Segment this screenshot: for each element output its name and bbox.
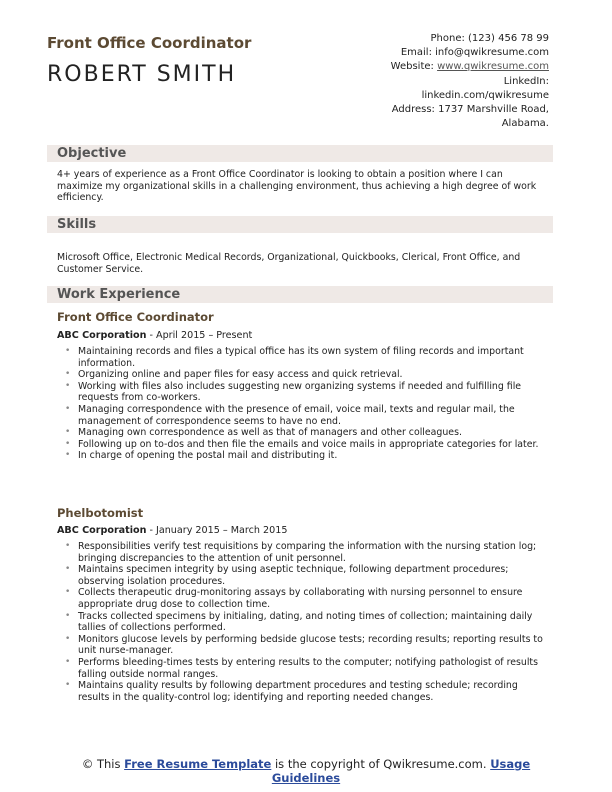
- list-item: • Maintains specimen integrity by using aseptic technique, following department procedures; observing isolation procedures.: [65, 564, 509, 587]
- bullet-icon: •: [65, 656, 71, 667]
- bullet-icon: •: [65, 680, 71, 691]
- list-item: • Organizing online and paper files for easy access and quick retrieval.: [65, 369, 403, 381]
- website-label: Website:: [390, 61, 438, 73]
- list-item: • Responsibilities verify test requisitions by comparing the information with the nursing station log; bringing discrepancies to the attention of unit personnel.: [65, 541, 537, 564]
- job-2-company: ABC Corporation: [57, 525, 147, 536]
- bullet-icon: •: [65, 610, 71, 621]
- website-line: [309, 60, 549, 74]
- list-item: • Performs bleeding-times tests by entering results to the computer; notifying pathologist of results falling outside normal ranges.: [65, 656, 538, 680]
- bullet-icon: •: [65, 450, 71, 461]
- bullet-icon: •: [65, 427, 71, 438]
- job-1-bullets: [57, 346, 549, 462]
- usage-guidelines-link[interactable]: Usage Guidelines: [271, 757, 531, 785]
- free-resume-template-link[interactable]: Free Resume Template: [124, 757, 272, 771]
- linkedin-label: LinkedIn:: [503, 75, 549, 87]
- footer-middle: is the copyright of Qwikresume.com.: [271, 757, 491, 771]
- work-heading: Work Experience: [57, 287, 181, 302]
- list-item: • Maintains quality results by following department procedures and testing schedule; recording results in the quality-control log; identifying and reporting needed changes.: [65, 680, 518, 703]
- job-1-company-line: [57, 330, 252, 341]
- job-2-dates: - January 2015 – March 2015: [146, 525, 288, 536]
- list-item: • Managing correspondence with the presence of email, voice mail, texts and regular mail, the management of correspondence seems to have no end.: [65, 403, 515, 427]
- job-1-company: ABC Corporation: [57, 330, 147, 341]
- bullet-icon: •: [65, 403, 71, 414]
- list-item: • Collects therapeutic drug-monitoring assays by collaborating with nursing personnel to ensure appropriate drug dose to collection time.: [65, 587, 523, 610]
- email-line: Email: info@qwikresume.com: [400, 47, 549, 59]
- skills-heading: Skills: [57, 217, 97, 232]
- list-item: • Tracks collected specimens by initialing, dating, and noting times of collection; maintaining daily tallies of collections performed.: [65, 610, 533, 634]
- job-2-company-line: [57, 525, 287, 536]
- address-line-2: Alabama.: [501, 118, 549, 130]
- linkedin-value: linkedin.com/qwikresume: [421, 89, 549, 101]
- bullet-icon: •: [65, 633, 71, 644]
- bullet-icon: •: [65, 369, 71, 380]
- bullet-icon: •: [65, 380, 71, 391]
- bullet-icon: •: [65, 438, 71, 449]
- job-2-title: Phelbotomist: [57, 506, 144, 520]
- copyright-footer: [0, 757, 612, 785]
- list-item: • Monitors glucose levels by performing bedside glucose tests; recording results; reporting results to unit nurse-manager.: [65, 633, 543, 657]
- contact-block: [309, 32, 549, 131]
- job-1-title: Front Office Coordinator: [57, 310, 214, 324]
- job-title: Front Office Coordinator: [47, 34, 252, 52]
- resume-header: [0, 0, 612, 140]
- address-line-1: Address: 1737 Marshville Road,: [391, 104, 549, 116]
- job-1-dates: - April 2015 – Present: [146, 330, 253, 341]
- website-link[interactable]: www.qwikresume.com: [437, 61, 549, 73]
- list-item: • Following up on to-dos and then file the emails and voice mails in appropriate categories for later.: [65, 438, 539, 450]
- bullet-icon: •: [65, 587, 71, 598]
- work-section-bar: [47, 286, 553, 303]
- list-item: • Maintaining records and files a typical office has its own system of filing records and important information.: [65, 346, 524, 369]
- bullet-icon: •: [65, 564, 71, 575]
- phone-line: Phone: (123) 456 78 99: [430, 33, 549, 44]
- footer-prefix: © This: [81, 757, 125, 771]
- objective-section-bar: [47, 145, 553, 162]
- bullet-icon: •: [65, 346, 71, 356]
- objective-text: 4+ years of experience as a Front Office Coordinator is looking to obtain a position where I can maximize my organizational skills in a challenging environment, thus achieving a high degree of work efficiency.: [57, 169, 537, 204]
- bullet-icon: •: [65, 541, 71, 551]
- list-item: • Managing own correspondence as well as that of managers and other colleagues.: [65, 427, 462, 439]
- list-item: • In charge of opening the postal mail and distributing it.: [65, 450, 338, 462]
- skills-section-bar: [47, 216, 553, 233]
- list-item: • Working with files also includes suggesting new organizing systems if needed and fulfilling file requests from co-workers.: [65, 380, 522, 404]
- candidate-name: ROBERT SMITH: [47, 62, 237, 87]
- skills-text: Microsoft Office, Electronic Medical Records, Organizational, Quickbooks, Clerical, Front Office, and Customer Service.: [57, 252, 521, 275]
- job-2-bullets: [57, 541, 549, 703]
- objective-heading: Objective: [57, 146, 127, 161]
